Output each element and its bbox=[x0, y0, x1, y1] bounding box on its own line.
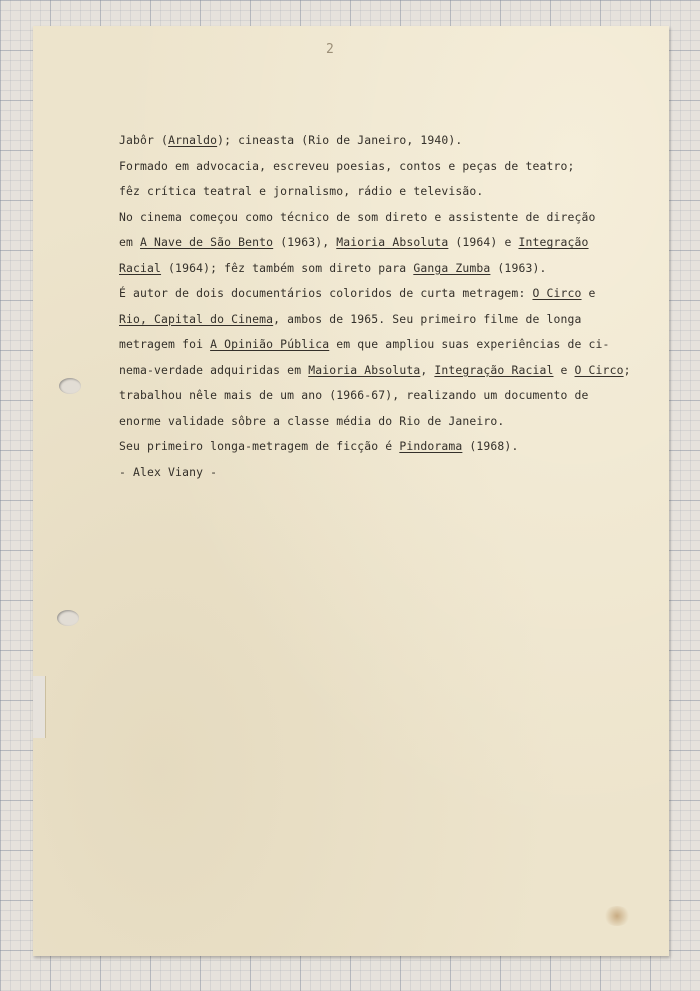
torn-edge bbox=[33, 676, 46, 738]
text-segment: Jabôr ( bbox=[119, 133, 169, 147]
underlined-title: Arnaldo bbox=[168, 133, 218, 147]
text-segment: (1968). bbox=[462, 439, 519, 453]
underlined-title: Integração Racial bbox=[434, 362, 554, 377]
text-line bbox=[119, 383, 689, 409]
text-segment: É autor de dois documentários coloridos de curta metragem: bbox=[119, 286, 533, 300]
text-segment: - Alex Viany - bbox=[119, 464, 218, 479]
underlined-title: O Circo bbox=[532, 286, 582, 300]
text-line bbox=[119, 358, 689, 384]
text-segment: No cinema começou como técnico de som direto e assistente de direção bbox=[119, 209, 596, 224]
text-segment: (1963), bbox=[273, 235, 337, 249]
underlined-title: Maioria Absoluta bbox=[336, 235, 449, 249]
text-segment: trabalhou nêle mais de um ano (1966-67), realizando um documento de bbox=[119, 388, 589, 402]
underlined-title: Racial bbox=[119, 260, 162, 275]
page-number: 2 bbox=[326, 42, 334, 57]
paper-sheet bbox=[33, 26, 669, 956]
text-segment: e bbox=[553, 362, 575, 377]
text-line bbox=[119, 434, 689, 460]
text-segment: em que ampliou suas experiências de ci- bbox=[329, 337, 610, 351]
text-segment: , ambos de 1965. Seu primeiro filme de longa bbox=[273, 311, 582, 326]
text-line bbox=[119, 307, 689, 333]
text-segment: ); cineasta (Rio de Janeiro, 1940). bbox=[217, 133, 463, 147]
text-segment: Formado em advocacia, escreveu poesias, contos e peças de teatro; bbox=[119, 158, 575, 173]
text-line bbox=[119, 460, 689, 486]
underlined-title: Pindorama bbox=[399, 439, 463, 453]
text-segment: fêz crítica teatral e jornalismo, rádio e televisão. bbox=[119, 184, 484, 198]
text-line bbox=[119, 256, 689, 282]
typewritten-text bbox=[119, 128, 689, 485]
text-segment: enorme validade sôbre a classe média do Rio de Janeiro. bbox=[119, 413, 505, 428]
text-line bbox=[119, 332, 689, 358]
text-segment: (1964); fêz também som direto para bbox=[161, 260, 414, 275]
punch-hole-upper bbox=[59, 378, 81, 394]
text-line bbox=[119, 281, 689, 307]
text-segment: em bbox=[119, 235, 141, 249]
text-segment: e bbox=[581, 286, 596, 300]
text-segment: Seu primeiro longa-metragem de ficção é bbox=[119, 439, 400, 453]
text-line bbox=[119, 154, 689, 180]
text-segment: nema-verdade adquiridas em bbox=[119, 362, 309, 377]
underlined-title: A Nave de São Bento bbox=[140, 235, 274, 249]
text-line bbox=[119, 409, 689, 435]
underlined-title: O Circo bbox=[574, 362, 624, 377]
text-line bbox=[119, 230, 689, 256]
text-line bbox=[119, 128, 689, 154]
underlined-title: Maioria Absoluta bbox=[308, 362, 421, 377]
text-segment: (1964) e bbox=[448, 235, 519, 249]
underlined-title: Ganga Zumba bbox=[413, 260, 491, 275]
text-segment: , bbox=[420, 362, 435, 377]
punch-hole-lower bbox=[57, 610, 79, 626]
text-segment: ; bbox=[623, 362, 631, 377]
text-segment: metragem foi bbox=[119, 337, 211, 351]
underlined-title: Integração bbox=[518, 235, 589, 249]
text-line bbox=[119, 205, 689, 231]
stain-mark bbox=[603, 906, 631, 926]
underlined-title: A Opinião Pública bbox=[210, 337, 330, 351]
underlined-title: Rio, Capital do Cinema bbox=[119, 311, 274, 326]
text-line bbox=[119, 179, 689, 205]
text-segment: (1963). bbox=[490, 260, 547, 275]
